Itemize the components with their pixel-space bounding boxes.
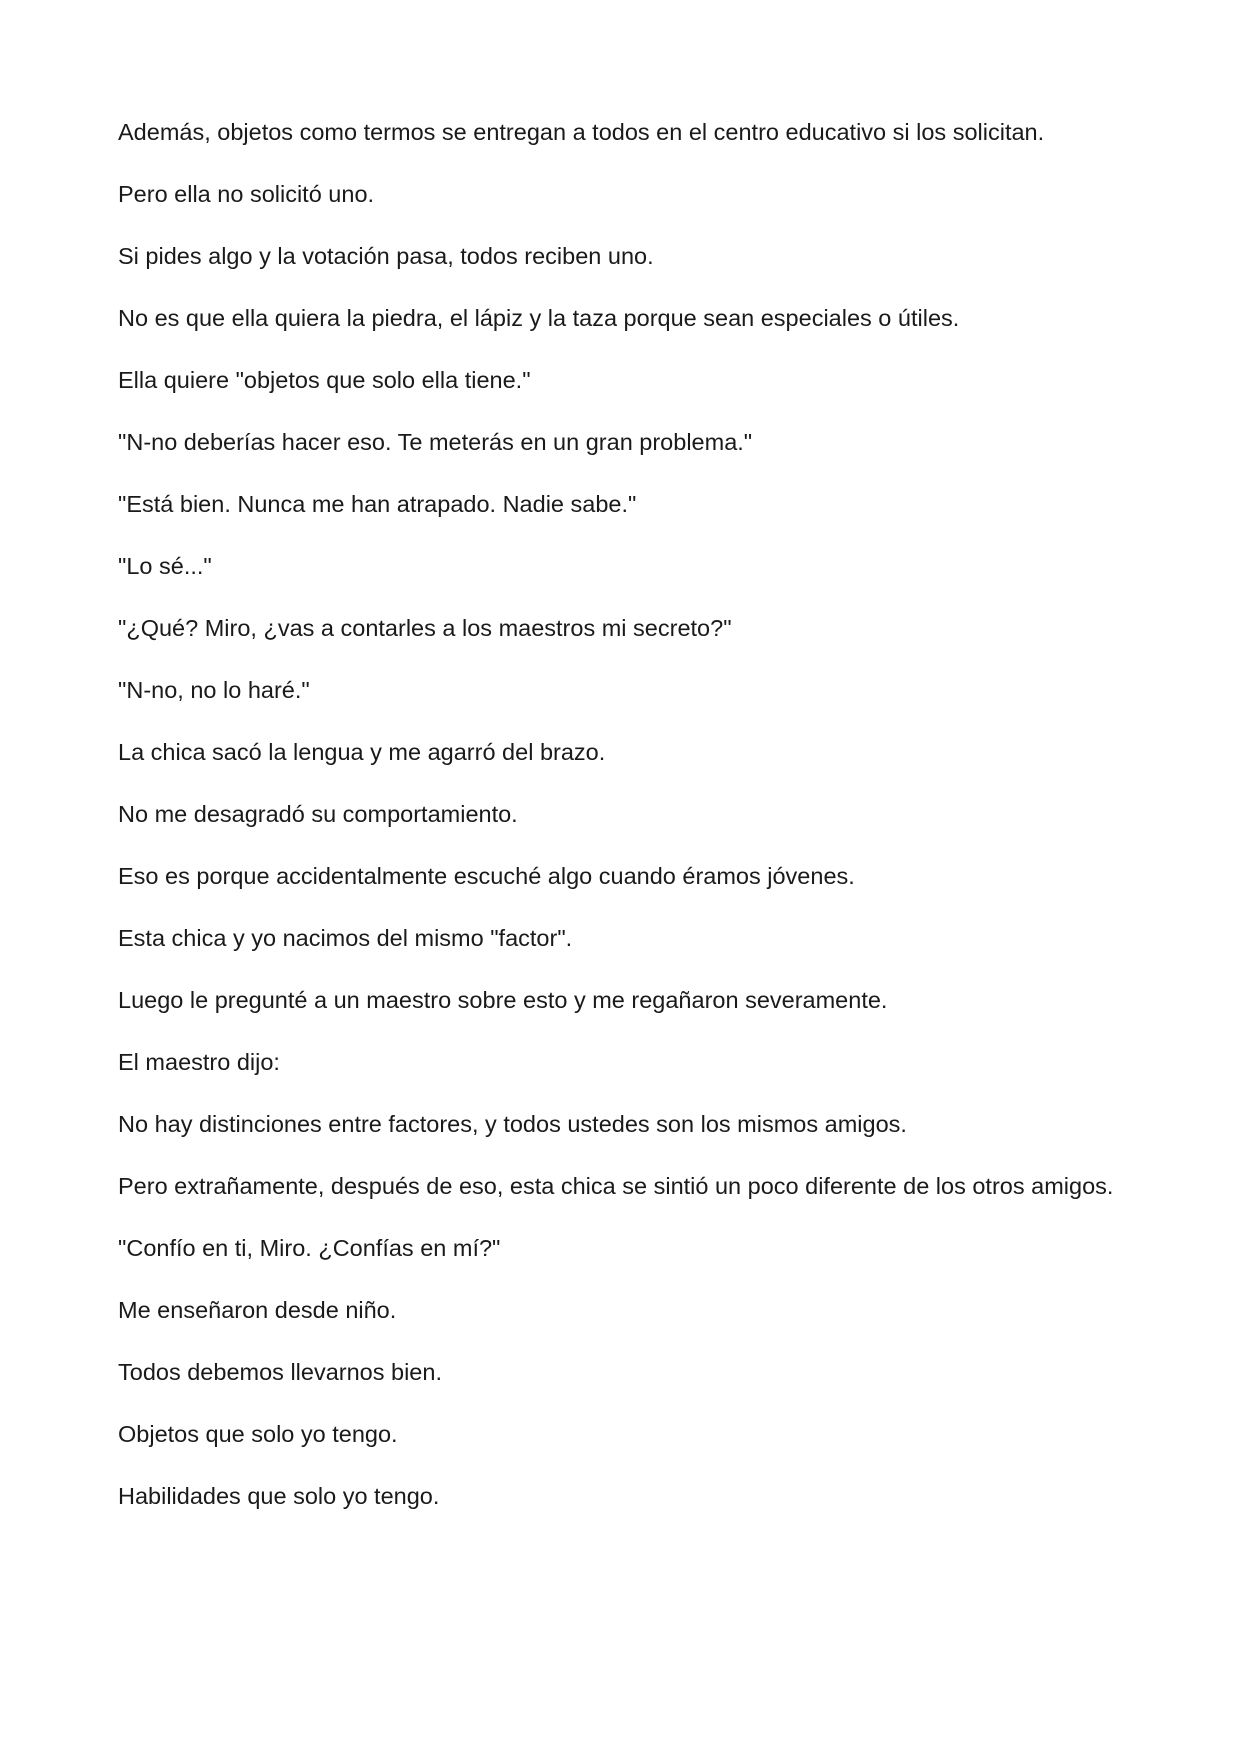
paragraph-11: La chica sacó la lengua y me agarró del brazo. (118, 739, 606, 765)
paragraph-20: Me enseñaron desde niño. (118, 1297, 397, 1323)
paragraph-17: No hay distinciones entre factores, y todos ustedes son los mismos amigos. (118, 1111, 907, 1137)
paragraph-21: Todos debemos llevarnos bien. (118, 1359, 442, 1385)
paragraph-6: "N-no deberías hacer eso. Te meterás en un gran problema." (118, 429, 753, 455)
paragraph-3: Si pides algo y la votación pasa, todos reciben uno. (118, 243, 654, 269)
paragraph-16: El maestro dijo: (118, 1049, 280, 1075)
paragraph-1: Además, objetos como termos se entregan a todos en el centro educativo si los solicitan. (118, 119, 1045, 145)
document-body (118, 117, 1124, 1512)
paragraph-2: Pero ella no solicitó uno. (118, 181, 375, 207)
paragraph-5: Ella quiere "objetos que solo ella tiene." (118, 367, 531, 393)
paragraph-14: Esta chica y yo nacimos del mismo "factor". (118, 925, 573, 951)
paragraph-4: No es que ella quiera la piedra, el lápiz y la taza porque sean especiales o útiles. (118, 305, 960, 331)
paragraph-13: Eso es porque accidentalmente escuché algo cuando éramos jóvenes. (118, 863, 855, 889)
paragraph-7: "Está bien. Nunca me han atrapado. Nadie sabe." (118, 491, 637, 517)
paragraph-15: Luego le pregunté a un maestro sobre esto y me regañaron severamente. (118, 987, 888, 1013)
paragraph-8: "Lo sé..." (118, 553, 212, 579)
paragraph-19: "Confío en ti, Miro. ¿Confías en mí?" (118, 1235, 501, 1261)
paragraph-23: Habilidades que solo yo tengo. (118, 1483, 440, 1509)
paragraph-12: No me desagradó su comportamiento. (118, 801, 518, 827)
paragraph-9: "¿Qué? Miro, ¿vas a contarles a los maestros mi secreto?" (118, 615, 732, 641)
paragraph-22: Objetos que solo yo tengo. (118, 1421, 398, 1447)
paragraph-18: Pero extrañamente, después de eso, esta chica se sintió un poco diferente de los otros amigos. (118, 1173, 1114, 1199)
paragraph-10: "N-no, no lo haré." (118, 677, 310, 703)
